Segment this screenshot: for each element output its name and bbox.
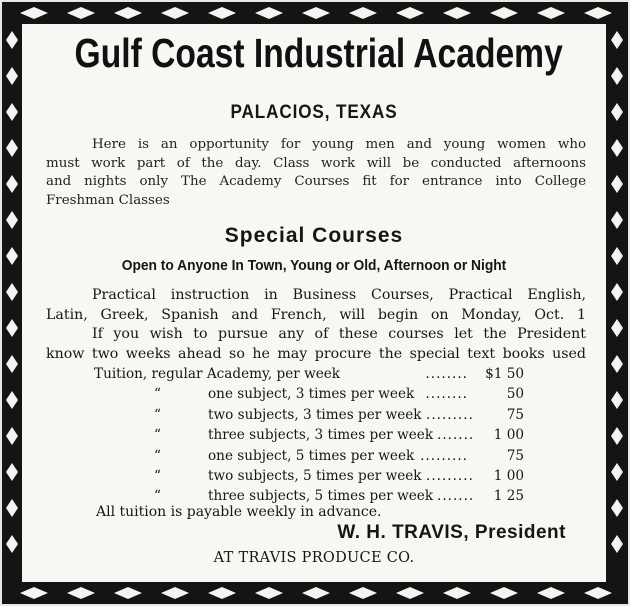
tuition-table (94, 364, 524, 507)
tuition-row (94, 384, 524, 404)
tuition-price: 1 25 (493, 488, 524, 505)
intro-line: Freshman Classes (46, 192, 170, 208)
tuition-price: 50 (506, 386, 524, 403)
tuition-label: two subjects, 3 times per week (208, 406, 422, 423)
payable-note: All tuition is payable weekly in advance. (96, 504, 382, 520)
tuition-row (94, 405, 524, 425)
tuition-label: two subjects, 5 times per week (208, 467, 422, 484)
leader-dots: ....... (437, 427, 475, 444)
academy-title: Gulf Coast Industrial Academy (74, 30, 563, 76)
intro-line: Here is an opportunity for young men and young women who (92, 137, 586, 152)
body-line: Practical instruction in Business Courses, Practical English, (92, 287, 586, 303)
tuition-price: 1 00 (493, 427, 524, 444)
tuition-row (94, 425, 524, 445)
ditto-mark: “ (154, 467, 161, 484)
tuition-label: Tuition, regular Academy, per week (94, 366, 341, 382)
tuition-price: 75 (506, 447, 524, 464)
ditto-mark: “ (154, 427, 161, 444)
tuition-price: $1 50 (485, 366, 524, 382)
ditto-mark: “ (154, 386, 161, 403)
president-signature: W. H. TRAVIS, President (337, 522, 566, 543)
intro-line: must work part of the day. Class work will be conducted afternoons (46, 155, 586, 171)
tuition-label: one subject, 3 times per week (208, 386, 415, 403)
body-line: Latin, Greek, Spanish and French, will begin on Monday, Oct. 1 (46, 306, 586, 323)
tuition-label: one subject, 5 times per week (208, 447, 415, 464)
tuition-label: three subjects, 5 times per week (208, 488, 434, 505)
tuition-label: three subjects, 3 times per week (208, 427, 434, 444)
tuition-row (94, 466, 524, 486)
advertisement-panel (22, 24, 606, 582)
tuition-row (94, 446, 524, 466)
intro-line: and nights only The Academy Courses fit for entrance into College (46, 174, 586, 189)
leader-dots: ......... (426, 467, 474, 484)
tuition-price: 75 (506, 406, 524, 423)
intro-paragraph (46, 136, 586, 210)
leader-dots: ....... (437, 488, 475, 505)
leader-dots: ........ (425, 386, 468, 403)
leader-dots: ......... (420, 447, 468, 464)
body-line: know two weeks ahead so he may procure the special text books used (46, 345, 586, 362)
ditto-mark: “ (154, 488, 161, 505)
tuition-price: 1 00 (493, 467, 524, 484)
ditto-mark: “ (154, 447, 161, 464)
leader-dots: ......... (426, 406, 474, 423)
open-to-anyone-line: Open to Anyone In Town, Young or Old, Afternoon or Night (121, 257, 507, 274)
tuition-row (94, 364, 524, 384)
course-paragraph (46, 286, 586, 364)
leader-dots: ........ (425, 366, 468, 382)
ditto-mark: “ (154, 406, 161, 423)
location-heading: PALACIOS, TEXAS (230, 102, 398, 123)
body-line: If you wish to pursue any of these courses let the President (92, 326, 586, 342)
section-heading: Special Courses (224, 224, 404, 247)
address-line: AT TRAVIS PRODUCE CO. (213, 550, 415, 566)
